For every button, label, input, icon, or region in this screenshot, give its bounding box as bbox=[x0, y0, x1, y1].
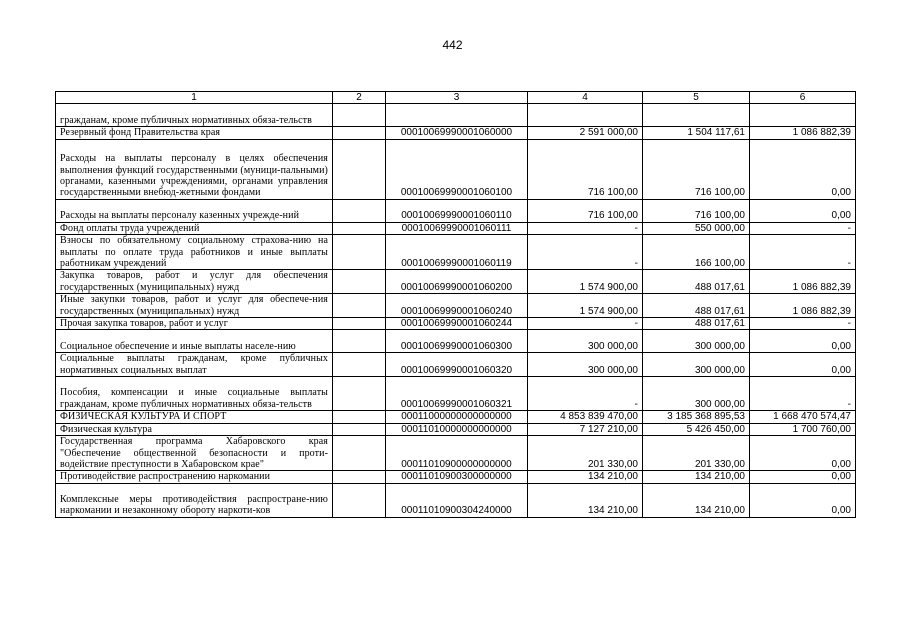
row-col4-value: - bbox=[528, 222, 643, 234]
row-col2-cell bbox=[333, 294, 386, 318]
table-header-row bbox=[56, 92, 856, 104]
row-col4-value: 716 100,00 bbox=[528, 139, 643, 199]
row-col5-value: 488 017,61 bbox=[643, 270, 750, 294]
row-col2-cell bbox=[333, 423, 386, 435]
table-row bbox=[56, 104, 856, 127]
row-col2-cell bbox=[333, 199, 386, 222]
row-code-cell: 00010069990001060119 bbox=[386, 235, 528, 270]
row-col5-value: 201 330,00 bbox=[643, 436, 750, 471]
row-col4-value: 7 127 210,00 bbox=[528, 423, 643, 435]
table-row bbox=[56, 270, 856, 294]
row-col2-cell bbox=[333, 353, 386, 377]
row-col4-value: - bbox=[528, 235, 643, 270]
row-col6-value: - bbox=[750, 235, 856, 270]
table-row bbox=[56, 294, 856, 318]
row-col4-value: 201 330,00 bbox=[528, 436, 643, 471]
row-col2-cell bbox=[333, 235, 386, 270]
row-code-cell: 00010069990001060244 bbox=[386, 318, 528, 330]
row-col4-value: 4 853 839 470,00 bbox=[528, 411, 643, 423]
column-header-3: 3 bbox=[386, 92, 528, 104]
row-name-cell: Социальные выплаты гражданам, кроме публичных нормативных социальных выплат bbox=[56, 353, 333, 377]
row-name-cell: Пособия, компенсации и иные социальные выплаты гражданам, кроме публичных нормативных обяза-тельств bbox=[56, 377, 333, 411]
row-col2-cell bbox=[333, 330, 386, 353]
row-col5-value: 5 426 450,00 bbox=[643, 423, 750, 435]
row-name-cell: Комплексные меры противодействия распростране-нию наркомании и незаконному обороту наркоти-ков bbox=[56, 483, 333, 517]
row-code-cell: 00011000000000000000 bbox=[386, 411, 528, 423]
table-row bbox=[56, 471, 856, 483]
row-col2-cell bbox=[333, 127, 386, 139]
row-col6-value: 0,00 bbox=[750, 199, 856, 222]
row-col6-value bbox=[750, 104, 856, 127]
row-col2-cell bbox=[333, 483, 386, 517]
table-row bbox=[56, 318, 856, 330]
row-col6-value: 1 668 470 574,47 bbox=[750, 411, 856, 423]
row-col6-value: - bbox=[750, 222, 856, 234]
row-col2-cell bbox=[333, 377, 386, 411]
row-col5-value: 166 100,00 bbox=[643, 235, 750, 270]
row-col4-value bbox=[528, 104, 643, 127]
row-col6-value: 1 086 882,39 bbox=[750, 294, 856, 318]
row-col2-cell bbox=[333, 471, 386, 483]
row-col2-cell bbox=[333, 222, 386, 234]
row-col4-value: 2 591 000,00 bbox=[528, 127, 643, 139]
table-row bbox=[56, 483, 856, 517]
row-col6-value: 0,00 bbox=[750, 471, 856, 483]
row-code-cell: 00011010000000000000 bbox=[386, 423, 528, 435]
row-col5-value: 550 000,00 bbox=[643, 222, 750, 234]
row-name-cell: Расходы на выплаты персоналу в целях обеспечения выполнения функций государственными (муници-пальными) органами, казенными учреждениями, органами управления государственными внебюд-жетными фондами bbox=[56, 139, 333, 199]
row-col5-value: 134 210,00 bbox=[643, 483, 750, 517]
row-code-cell: 00010069990001060111 bbox=[386, 222, 528, 234]
row-name-cell: гражданам, кроме публичных нормативных обяза-тельств bbox=[56, 104, 333, 127]
row-col4-value: 134 210,00 bbox=[528, 471, 643, 483]
row-name-cell: ФИЗИЧЕСКАЯ КУЛЬТУРА И СПОРТ bbox=[56, 411, 333, 423]
row-name-cell: Государственная программа Хабаровского края "Обеспечение общественной безопасности и проти-водействие преступности в Хабаровском крае" bbox=[56, 436, 333, 471]
row-code-cell bbox=[386, 104, 528, 127]
row-col6-value: 1 700 760,00 bbox=[750, 423, 856, 435]
row-col6-value: - bbox=[750, 377, 856, 411]
column-header-2: 2 bbox=[333, 92, 386, 104]
row-col6-value: 0,00 bbox=[750, 330, 856, 353]
row-col2-cell bbox=[333, 139, 386, 199]
row-code-cell: 00010069990001060100 bbox=[386, 139, 528, 199]
row-name-cell: Иные закупки товаров, работ и услуг для обеспече-ния государственных (муниципальных) нужд bbox=[56, 294, 333, 318]
row-col5-value: 716 100,00 bbox=[643, 139, 750, 199]
row-code-cell: 00010069990001060000 bbox=[386, 127, 528, 139]
column-header-4: 4 bbox=[528, 92, 643, 104]
row-code-cell: 00011010900304240000 bbox=[386, 483, 528, 517]
row-col6-value: - bbox=[750, 318, 856, 330]
table-row bbox=[56, 377, 856, 411]
row-col4-value: - bbox=[528, 377, 643, 411]
row-code-cell: 00010069990001060320 bbox=[386, 353, 528, 377]
row-name-cell: Резервный фонд Правительства края bbox=[56, 127, 333, 139]
row-name-cell: Социальное обеспечение и иные выплаты населе-нию bbox=[56, 330, 333, 353]
row-col5-value: 3 185 368 895,53 bbox=[643, 411, 750, 423]
row-col4-value: 1 574 900,00 bbox=[528, 294, 643, 318]
table-row bbox=[56, 423, 856, 435]
row-code-cell: 00010069990001060110 bbox=[386, 199, 528, 222]
table-row bbox=[56, 411, 856, 423]
budget-table bbox=[55, 91, 856, 518]
row-code-cell: 00010069990001060240 bbox=[386, 294, 528, 318]
column-header-6: 6 bbox=[750, 92, 856, 104]
table-row bbox=[56, 353, 856, 377]
row-code-cell: 00010069990001060321 bbox=[386, 377, 528, 411]
row-name-cell: Расходы на выплаты персоналу казенных учрежде-ний bbox=[56, 199, 333, 222]
row-col5-value: 134 210,00 bbox=[643, 471, 750, 483]
table-row bbox=[56, 127, 856, 139]
row-code-cell: 00011010900000000000 bbox=[386, 436, 528, 471]
row-col4-value: 1 574 900,00 bbox=[528, 270, 643, 294]
row-col5-value: 716 100,00 bbox=[643, 199, 750, 222]
row-code-cell: 00010069990001060300 bbox=[386, 330, 528, 353]
row-name-cell: Закупка товаров, работ и услуг для обеспечения государственных (муниципальных) нужд bbox=[56, 270, 333, 294]
row-col4-value: 134 210,00 bbox=[528, 483, 643, 517]
row-col6-value: 0,00 bbox=[750, 353, 856, 377]
row-col2-cell bbox=[333, 318, 386, 330]
table-row bbox=[56, 235, 856, 270]
row-col5-value: 1 504 117,61 bbox=[643, 127, 750, 139]
table-row bbox=[56, 436, 856, 471]
row-name-cell: Физическая культура bbox=[56, 423, 333, 435]
column-header-5: 5 bbox=[643, 92, 750, 104]
row-col6-value: 1 086 882,39 bbox=[750, 270, 856, 294]
row-code-cell: 00011010900300000000 bbox=[386, 471, 528, 483]
row-col6-value: 0,00 bbox=[750, 436, 856, 471]
table-row bbox=[56, 199, 856, 222]
table-row bbox=[56, 222, 856, 234]
row-col5-value bbox=[643, 104, 750, 127]
row-col2-cell bbox=[333, 270, 386, 294]
row-code-cell: 00010069990001060200 bbox=[386, 270, 528, 294]
row-col4-value: 716 100,00 bbox=[528, 199, 643, 222]
row-col5-value: 488 017,61 bbox=[643, 294, 750, 318]
row-col4-value: 300 000,00 bbox=[528, 353, 643, 377]
table-row bbox=[56, 139, 856, 199]
column-header-1: 1 bbox=[56, 92, 333, 104]
row-col5-value: 300 000,00 bbox=[643, 330, 750, 353]
row-col2-cell bbox=[333, 104, 386, 127]
row-col6-value: 0,00 bbox=[750, 483, 856, 517]
table-row bbox=[56, 330, 856, 353]
row-col6-value: 1 086 882,39 bbox=[750, 127, 856, 139]
row-col5-value: 300 000,00 bbox=[643, 353, 750, 377]
row-col2-cell bbox=[333, 411, 386, 423]
row-col6-value: 0,00 bbox=[750, 139, 856, 199]
row-col4-value: 300 000,00 bbox=[528, 330, 643, 353]
row-col5-value: 300 000,00 bbox=[643, 377, 750, 411]
row-name-cell: Взносы по обязательному социальному страхова-нию на выплаты по оплате труда работников и иные выплаты работникам учреждений bbox=[56, 235, 333, 270]
page-number: 442 bbox=[442, 38, 463, 52]
row-name-cell: Противодействие распространению наркомании bbox=[56, 471, 333, 483]
row-col5-value: 488 017,61 bbox=[643, 318, 750, 330]
row-name-cell: Прочая закупка товаров, работ и услуг bbox=[56, 318, 333, 330]
row-name-cell: Фонд оплаты труда учреждений bbox=[56, 222, 333, 234]
row-col4-value: - bbox=[528, 318, 643, 330]
row-col2-cell bbox=[333, 436, 386, 471]
